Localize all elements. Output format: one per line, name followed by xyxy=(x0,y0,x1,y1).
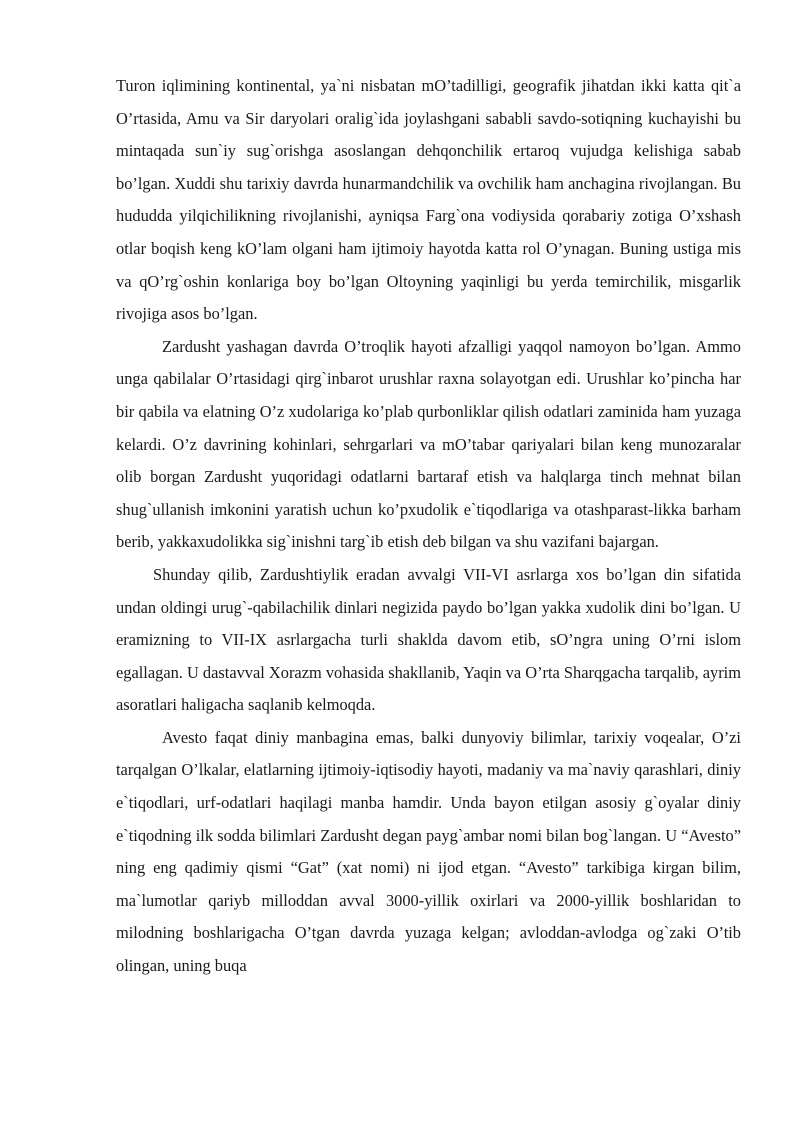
paragraph-2: Zardusht yashagan davrda O’troqlik hayoti afzalligi yaqqol namoyon bo’lgan. Ammo unga qabilalar O’rtasidagi qirg`inbarot urushlar raxna solayotgan edi. Urushlar ko’pincha har bir qabila va elatning O’z xudolariga ko’plab qurbonliklar qilish odatlari zaminida ham yuzaga kelardi. O’z davrining kohinlari, sehrgarlari va mO’tabar qariyalari bilan keng munozaralar olib borgan Zardusht yuqoridagi odatlarni bartaraf etish va halqlarga tinch mehnat bilan shug`ullanish imkonini yaratish uchun ko’pxudolik e`tiqodlariga va otashparast-likka barham berib, yakkaxudolikka sig`inishni targ`ib etish deb bilgan va shu vazifani bajargan. xyxy=(116,336,741,552)
paragraph-4: Avesto faqat diniy manbagina emas, balki dunyoviy bilimlar, tarixiy voqealar, O’zi tarqalgan O’lkalar, elatlarning ijtimoiy-iqtisodiy hayoti, madaniy va ma`naviy qarashlari, diniy e`tiqodlari, urf-odatlari haqilagi manba hamdir. Unda bayon etilgan asosiy g`oyalar diniy e`tiqodning ilk sodda bilimlari Zardusht degan payg`ambar nomi bilan bog`langan. U “Avesto” ning eng qadimiy qismi “Gat” (xat nomi) ni ijod etgan. “Avesto” tarkibiga kirgan bilim, ma`lumotlar qariyb milloddan avval 3000-yillik oxirlari va 2000-yillik boshlaridan to milodning boshlarigacha O’tgan davrda yuzaga kelgan; avloddan-avlodga og`zaki O’tib olingan, uning buqa xyxy=(116,727,741,976)
paragraph-1: Turon iqlimining kontinental, ya`ni nisbatan mO’tadilligi, geografik jihatdan ikki katta qit`a O’rtasida, Amu va Sir daryolari oralig`ida joylashgani sababli savdo-sotiqning kuchayishi bu mintaqada sun`iy sug`orishga asoslangan dehqonchilik ertaroq vujudga kelishiga sabab bo’lgan. Xuddi shu tarixiy davrda hunarmandchilik va ovchilik ham anchagina rivojlangan. Bu hududda yilqichilikning rivojlanishi, ayniqsa Farg`ona vodiysida qorabariy zotiga O’xshash otlar boqish keng kO’lam olgani ham ijtimoiy hayotda katta rol O’ynagan. Buning ustiga mis va qO’rg`oshin konlariga boy bo’lgan Oltoyning yaqinligi bu yerda temirchilik, misgarlik rivojiga asos bo’lgan. xyxy=(116,76,741,324)
paragraph-3: Shunday qilib, Zardushtiylik eradan avvalgi VII-VI asrlarga xos bo’lgan din sifatida undan oldingi urug`-qabilachilik dinlari negizida paydo bo’lgan yakka xudolik dini bo’lgan. U eramizning to VII-IX asrlargacha turli shaklda davom etib, sO’ngra uning O’rni islom egallagan. U dastavval Xorazm vohasida shakllanib, Yaqin va O’rta Sharqgacha tarqalib, ayrim asoratlari haligacha saqlanib kelmoqda. xyxy=(116,564,741,715)
document-page xyxy=(116,70,741,983)
